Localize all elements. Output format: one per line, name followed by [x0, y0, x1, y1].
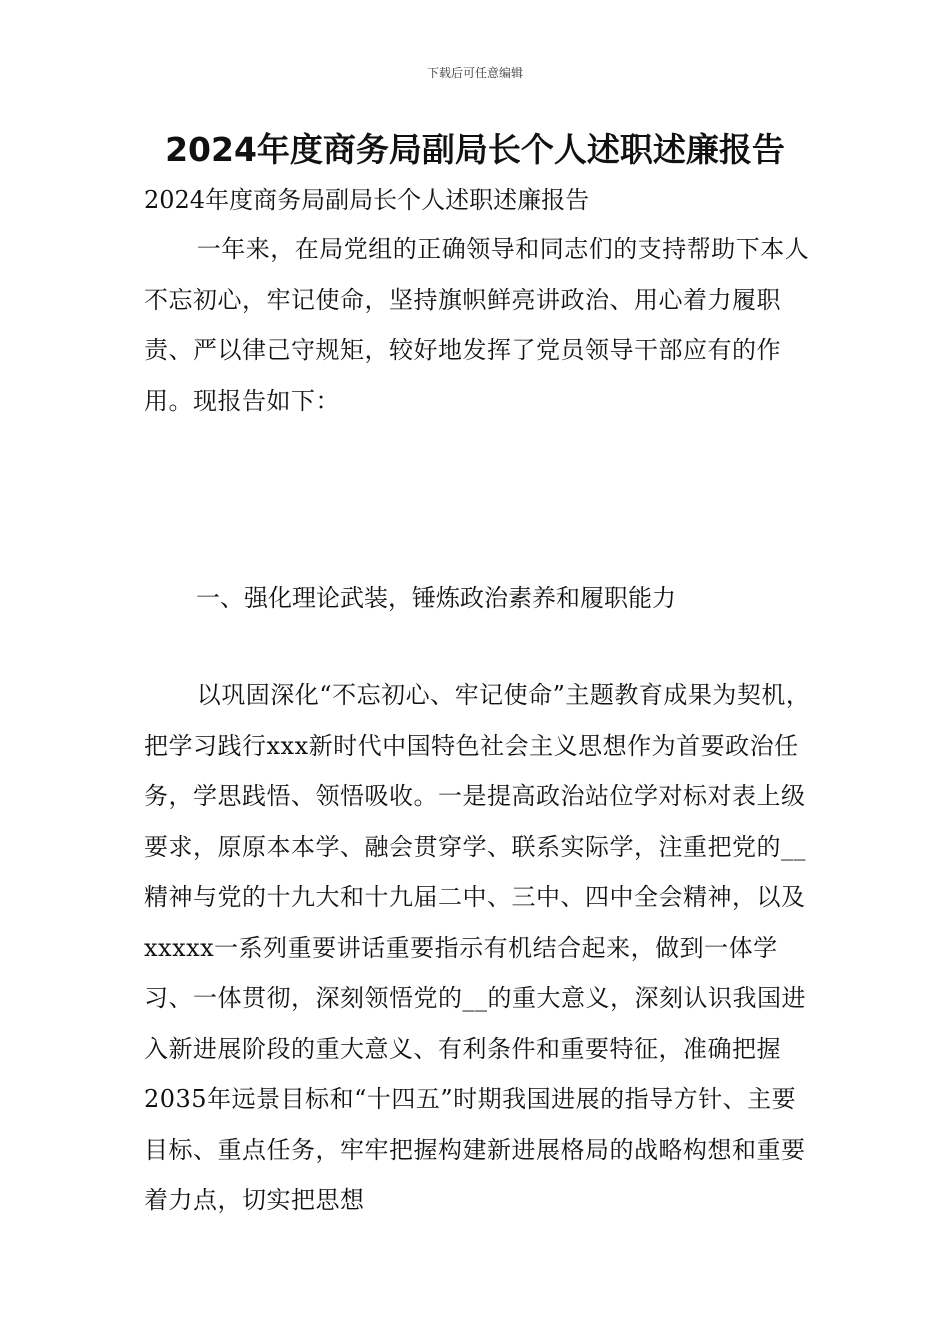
document-title: 2024年度商务局副局长个人述职述廉报告 [165, 130, 785, 169]
document-subtitle: 2024年度商务局副局长个人述职述廉报告 [144, 186, 590, 214]
section-1-paragraph: 以巩固深化“不忘初心、牢记使命”主题教育成果为契机，把学习践行xxx新时代中国特色社会主义思想作为首要政治任务，学思践悟、领悟吸收。一是提高政治站位学对标对表上级要求，原原本本学、融会贯穿学、联系实际学，注重把党的__精神与党的十九大和十九届二中、三中、四中全会精神，以及xxxxx一系列重要讲话重要指示有机结合起来，做到一体学习、一体贯彻，深刻领悟党的__的重大意义，深刻认识我国进入新进展阶段的重大意义、有利条件和重要特征，准确把握2035年远景目标和“十四五”时期我国进展的指导方针、主要目标、重点任务，牢牢把握构建新进展格局的战略构想和重要着力点，切实把思想 [144, 681, 811, 1214]
intro-paragraph: 一年来，在局党组的正确领导和同志们的支持帮助下本人不忘初心，牢记使命，坚持旗帜鲜亮讲政治、用心着力履职责、严以律己守规矩，较好地发挥了党员领导干部应有的作用。现报告如下： [144, 235, 810, 415]
header-note: 下载后可任意编辑 [426, 66, 523, 80]
section-heading-1: 一、强化理论武装，锤炼政治素养和履职能力 [196, 584, 676, 612]
